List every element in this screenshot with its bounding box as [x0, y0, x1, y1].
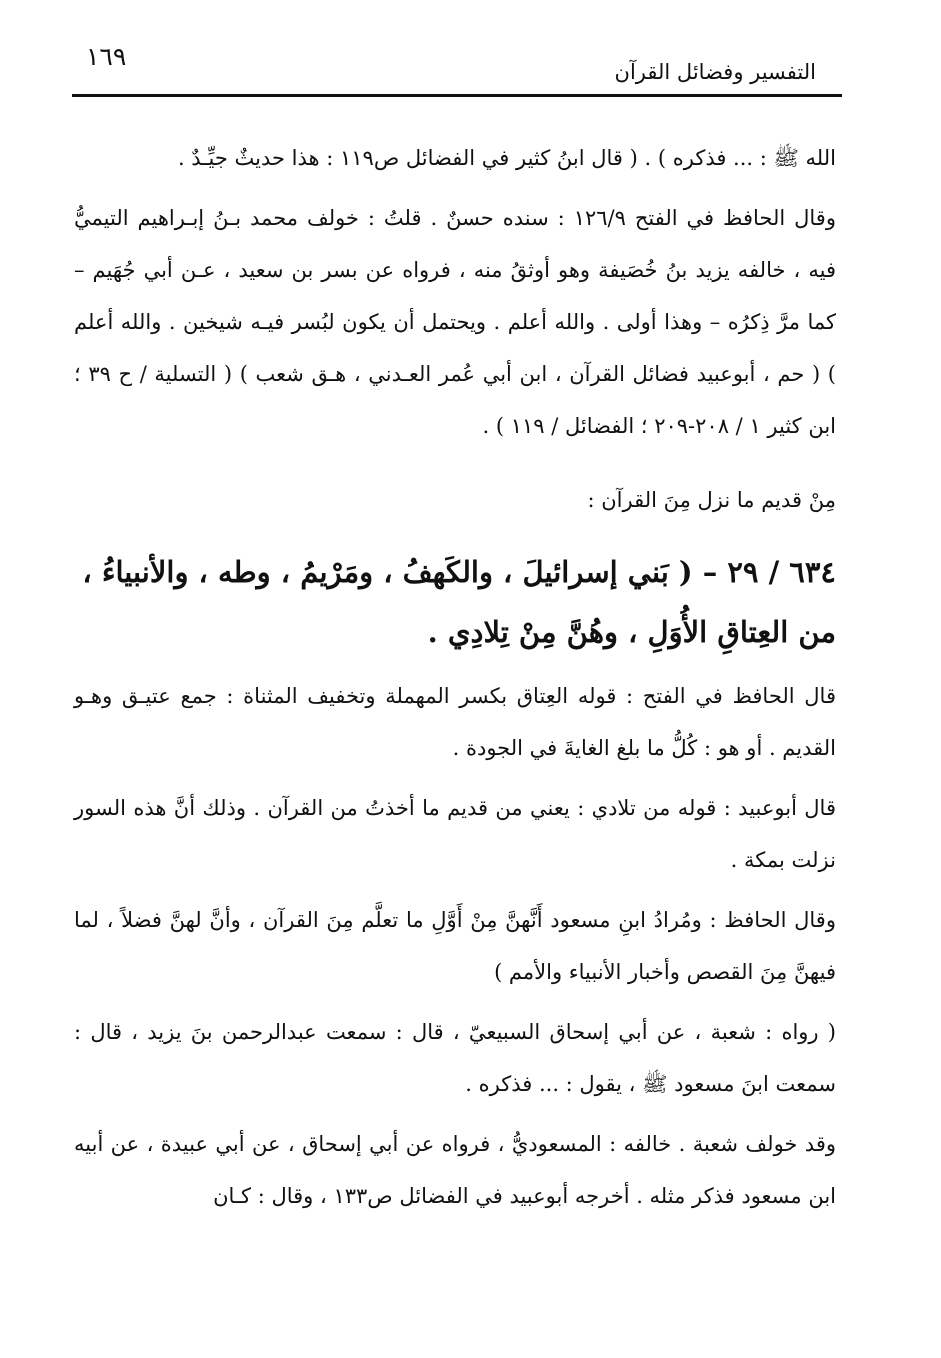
paragraph-hafiz-commentary: وقال الحافظ في الفتح ١٢٦/٩ : سنده حسنٌ . قلتُ : خولف محمد بـنُ إبـراهيم التيميُّ فيه ، خالفه يزيد بنُ خُصَيفة وهو أوثقُ منه ، فرواه عن بسر بن سعيد ، عـن أبي جُهَيم – كما مرَّ ذِكرُه – وهذا أولى . والله أعلم . ويحتمل أن يكون لبُسر فيـه شيخين . والله أعلم ) ( حم ، أبوعبيد فضائل القرآن ، ابن أبي عُمر العـدني ، هـق شعب ) ( التسلية / ح ٣٩ ؛ ابن كثير ١ / ٢٠٨-٢٠٩ ؛ الفضائل / ١١٩ ) . [74, 206, 836, 438]
page-header [72, 40, 842, 92]
hadith-text-line-1: ٦٣٤ / ٢٩ – ( بَني إسرائيلَ ، والكَهفُ ، ومَرْيمُ ، وطه ، والأنبياءُ ، [82, 555, 836, 589]
section-heading: مِنْ قديم ما نزل مِنَ القرآن : [587, 488, 836, 512]
page-body [74, 132, 836, 1222]
running-title: التفسير وفضائل القرآن [614, 60, 816, 84]
hadith-text-line-2: من العِتاقِ الأُوَلِ ، وهُنَّ مِنْ تِلادِي . [427, 615, 836, 649]
header-rule [72, 94, 842, 97]
paragraph-hadith-end: الله ﷺ : ... فذكره ) . ( قال ابنُ كثير في الفضائل ص١١٩ : هذا حديثٌ جيِّـدٌ . [177, 146, 836, 170]
paragraph-abu-ubaid-note: قال أبوعبيد : قوله من تلادي : يعني من قديم ما أخذتُ من القرآن . وذلك أنَّ هذه السور نزلت بمكة . [74, 796, 836, 872]
paragraph-hafiz-explanation: وقال الحافظ : ومُرادُ ابنِ مسعود أَنَّهنَّ مِنْ أَوَّلِ ما تعلَّم مِنَ القرآن ، وأنَّ لهنَّ فضلاً ، لما فيهنَّ مِنَ القصص وأخبار الأنبياء والأمم ) [74, 908, 836, 984]
paragraph-narration: ( رواه : شعبة ، عن أبي إسحاق السبيعيّ ، قال : سمعت عبدالرحمن بنَ يزيد ، قال : سمعت ابنَ مسعود ﷺ ، يقول : ... فذكره . [74, 1020, 836, 1096]
page-number: ١٦٩ [86, 42, 127, 71]
paragraph-fath-note: قال الحافظ في الفتح : قوله العِتاق بكسر المهملة وتخفيف المثناة : جمع عتيـق وهـو القديم . أو هو : كُلُّ ما بلغ الغايةَ في الجودة . [74, 684, 836, 760]
paragraph-contradiction: وقد خولف شعبة . خالفه : المسعوديُّ ، فرواه عن أبي إسحاق ، عن أبي عبيدة ، عن أبيه ابن مسعود فذكر مثله . أخرجه أبوعبيد في الفضائل ص١٣٣ ، وقال : كـان [74, 1132, 836, 1208]
